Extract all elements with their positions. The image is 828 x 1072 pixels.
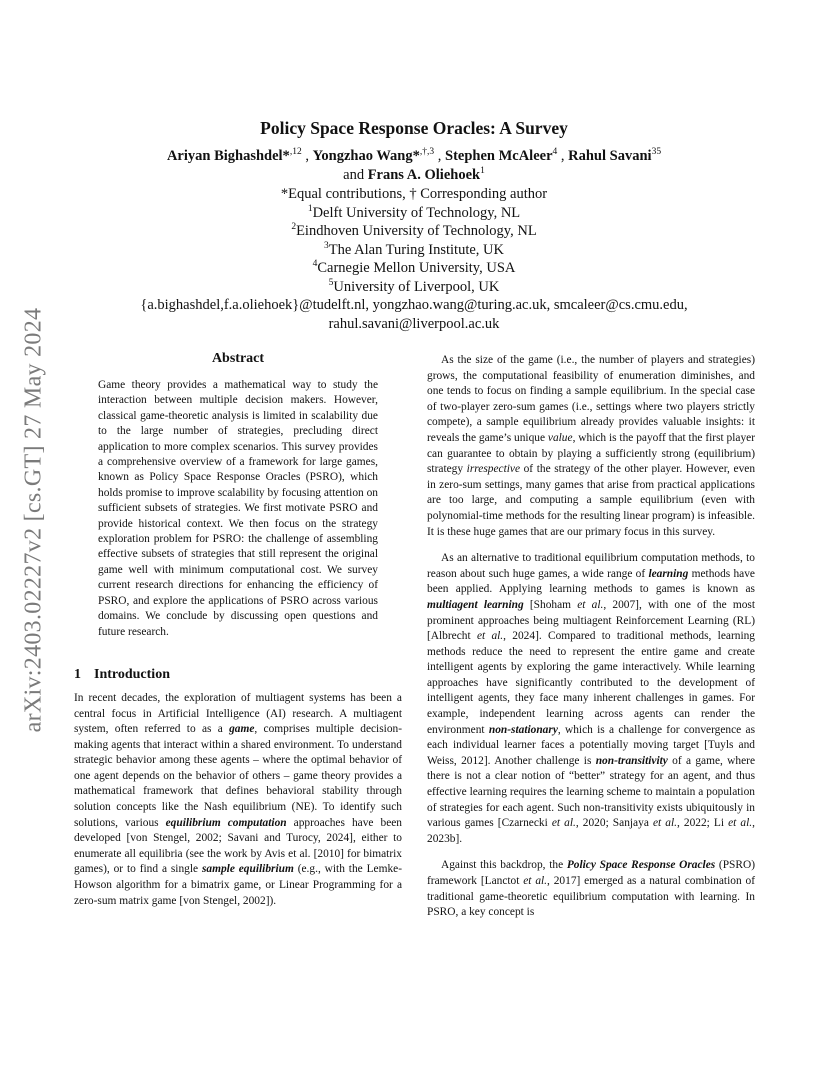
emphasis: et al.	[577, 598, 604, 611]
abstract-text: Game theory provides a mathematical way to study the interaction between multiple decision makers. However, classical game-theoretic analysis is limited in scalability due to the large number of strategies, precluding direct application to more complex scenarios. This survey provides a comprehensive overview of a framework for large games, known as Policy Space Response Oracles (PSRO), which holds promise to improve scalability by focusing attention on sufficient subsets of strategies. We first motivate PSRO and provide historical context. We then focus on the strategy exploration problem for PSRO: the challenge of assembling effective subsets of strategies that still represent the original game well with minimum computational cost. We survey current research directions for enhancing the efficiency of PSRO, and explore the applications of PSRO across various domains. We conclude by discussing open questions and future research.	[98, 379, 378, 638]
text-run: , 2017] emerged as a natural combination of traditional game-theoretic equilibrium computation with learning. In PSRO, a key concept is	[427, 875, 755, 919]
paper-header	[60, 118, 768, 333]
arxiv-sidebar	[18, 280, 50, 760]
emphasis: game	[229, 723, 255, 736]
author-affiliation-marks: 35	[651, 147, 662, 158]
author-name: Frans A. Oliehoek	[367, 167, 481, 183]
text-run: approaches have been developed [von Stengel, 2002; Savani and Turocy, 2024], either to enumerate all equilibria (see the work by Avis et al. [2010] for bimatrix games), or to find a single	[74, 816, 402, 876]
author-affiliation-marks: 1	[480, 166, 485, 177]
text-run: (e.g., with the Lemke-Howson algorithm for a bimatrix game, or Linear Programming for a zero-sum matrix game [von Stengel, 2002]).	[74, 863, 403, 907]
author-separator: ,	[557, 148, 569, 164]
text-run: As the size of the game (i.e., the number of players and strategies) grows, the computational feasibility of enumeration diminishes, and one tends to focus on finding a sample equilibrium. In the special case of two-player zero-sum games (i.e., settings where two players strictly compete), a sample equilibrium already provides valuable insights: it reveals the game’s unique	[427, 354, 755, 444]
emphasis: non-transitivity	[595, 754, 668, 767]
emphasis: value	[547, 431, 573, 444]
text-run: , 2024]. Compared to traditional methods, learning methods reduce the need to represent the entire game and create intelligent agents by exploring the game interactively. While learning approaches have significantly contributed to the development of intelligent agents, they face many inherent challenges in games. For example, independent learning across agents can render the environment	[427, 630, 756, 736]
paragraph	[427, 353, 755, 540]
affiliation	[60, 241, 768, 260]
emphasis: multiagent learning	[427, 598, 524, 611]
emphasis: et al.	[728, 817, 753, 830]
equal-contribution-note: *Equal contributions, † Corresponding author	[280, 186, 548, 202]
author-affiliation-marks: ,†,3	[419, 147, 435, 158]
paragraph	[427, 858, 755, 920]
author-name: Rahul Savani	[568, 148, 652, 164]
text-run: (PSRO) framework [Lanctot	[427, 859, 755, 887]
emphasis: irrespective	[466, 463, 521, 476]
text-run: , 2022; Li	[676, 817, 729, 830]
paper-title: Policy Space Response Oracles: A Survey	[260, 118, 568, 138]
author-separator: ,	[301, 148, 313, 164]
paragraph	[427, 551, 755, 847]
emphasis: et al.	[551, 817, 576, 830]
affiliation-name: Carnegie Mellon University, USA	[317, 260, 516, 276]
author-affiliation-marks: ,12	[289, 147, 302, 158]
emphasis: non-stationary	[488, 723, 558, 736]
affiliation	[60, 204, 768, 223]
and-word: and	[343, 167, 365, 183]
section-number: 1	[74, 666, 81, 682]
author-affiliation-marks: 4	[552, 147, 558, 158]
author-separator: ,	[434, 148, 445, 164]
emphasis: sample equilibrium	[201, 863, 294, 876]
emphasis: Policy Space Response Oracles	[566, 859, 716, 872]
left-column	[74, 350, 402, 909]
affiliation-name: University of Liverpool, UK	[333, 278, 500, 295]
abstract-heading: Abstract	[211, 351, 265, 366]
text-run: , 2007], with one of the most prominent approaches being multiagent Reinforcement Learning (RL) [Albrecht	[427, 598, 755, 643]
text-run: , 2023b].	[427, 817, 755, 845]
author-list	[60, 147, 768, 166]
text-run: As an alternative to traditional equilibrium computation methods, to reason about such huge games, a wide range of	[427, 552, 755, 580]
affiliation-name: Eindhoven University of Technology, NL	[296, 223, 537, 239]
affiliation	[60, 278, 768, 297]
text-run: , 2020; Sanjaya	[575, 817, 653, 830]
author-emails: {a.bighashdel,f.a.oliehoek}@tudelft.nl, yongzhao.wang@turing.ac.uk, smcaleer@cs.cmu.edu,	[140, 297, 688, 313]
affiliation-number: 5	[328, 277, 334, 288]
emphasis: learning	[648, 567, 689, 580]
text-run: of the strategy of the other player. However, even in zero-sum settings, many games that arise from practical applications are too large, and computing a sample equilibrium (even with polynomial-time methods for the resulting linear program) is infeasible. It is these huge games that are our primary focus in this survey.	[427, 463, 756, 538]
text-run: [Shoham	[523, 598, 578, 611]
arxiv-identifier: arXiv:2403.02227v2 [cs.GT] 27 May 2024	[20, 307, 47, 733]
affiliation-number: 1	[307, 203, 313, 214]
author-name: Yongzhao Wang*	[312, 148, 420, 164]
section-title: Introduction	[94, 666, 170, 682]
author-emails: rahul.savani@liverpool.ac.uk	[328, 315, 500, 332]
text-run: Against this backdrop, the	[441, 859, 567, 872]
affiliation-number: 4	[312, 259, 318, 270]
text-run: , which is the payoff that the first player can guarantee to obtain by playing a sufficiently strong (equilibrium) strategy	[427, 431, 755, 476]
paragraph	[74, 691, 402, 909]
emphasis: equilibrium computation	[165, 816, 287, 829]
text-run: of a game, where there is not a clear notion of “better” strategy for an agent, and thus effective learning requires the learning scheme to maintain a population of strategies for each agent. Such non-transitivity exists ubiquitously in various games [Czarnecki	[427, 754, 755, 830]
text-run: , which is a challenge for convergence as each individual learner faces a potentially moving target [Tuyls and Weiss, 2012]. Another challenge is	[427, 723, 756, 767]
section-heading	[74, 666, 402, 684]
text-run: In recent decades, the exploration of multiagent systems has been a central focus in Artificial Intelligence (AI) research. A multiagent system, often referred to as a	[74, 691, 402, 736]
affiliation	[60, 259, 768, 278]
text-run: methods have been applied. Applying learning methods to games is known as	[427, 567, 755, 596]
affiliation-name: The Alan Turing Institute, UK	[328, 241, 504, 258]
author-name: Stephen McAleer	[445, 148, 553, 164]
right-column	[427, 353, 755, 921]
emphasis: et al.	[476, 630, 504, 643]
affiliation-name: Delft University of Technology, NL	[312, 204, 521, 221]
affiliation-number: 2	[291, 222, 297, 233]
author-name: Ariyan Bighashdel*	[166, 148, 290, 164]
author-list-last	[60, 166, 768, 185]
emphasis: et al.	[523, 875, 548, 887]
emphasis: et al.	[652, 817, 677, 830]
affiliation	[60, 222, 768, 241]
text-run: , comprises multiple decision-making agents that interact within a shared environment. To understand strategic behavior among these agents – where the optimal behavior of one agent depends on the behavior of others – game theory provides a mathematical framework that defines behavioral stability through solution concepts like the Nash equilibrium (NE). To identify such solutions, various	[74, 723, 403, 829]
affiliation-number: 3	[324, 240, 329, 251]
